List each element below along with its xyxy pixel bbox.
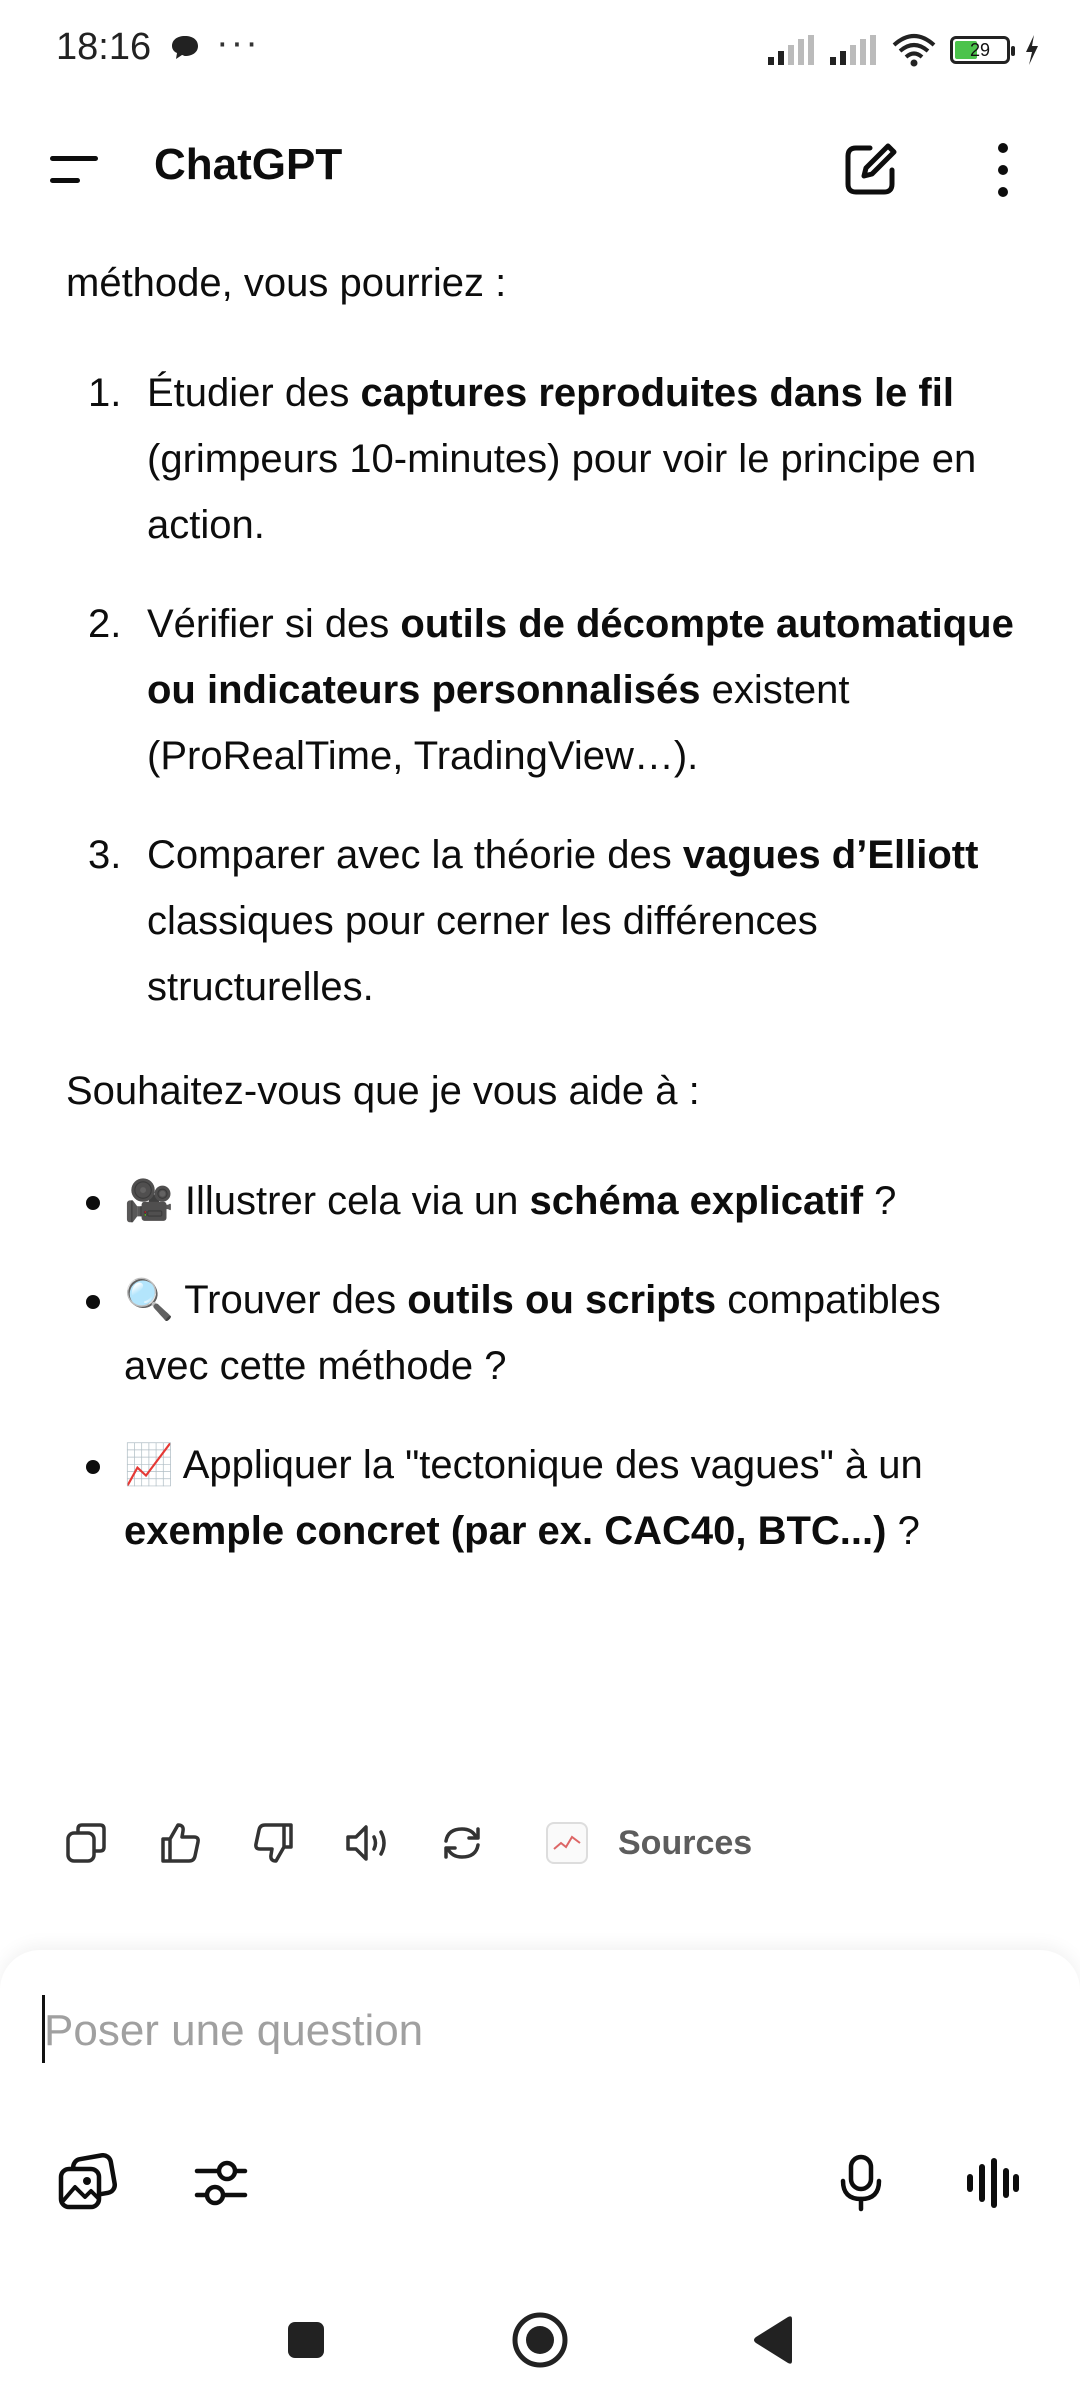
message-intro: méthode, vous pourriez :: [66, 261, 507, 305]
menu-icon[interactable]: [50, 152, 102, 188]
composer: [0, 1950, 1080, 2280]
app-title: ChatGPT: [154, 140, 343, 189]
refresh-icon: [438, 1821, 486, 1865]
chart-thumbnail-icon: [552, 1831, 582, 1855]
list-item: [66, 1432, 1026, 1564]
list-bold-text: captures reproduites dans le fil: [360, 371, 954, 415]
regenerate-button[interactable]: [432, 1813, 492, 1873]
microphone-icon: [837, 2153, 885, 2213]
message-input[interactable]: [42, 2000, 946, 2062]
home-button[interactable]: [508, 2308, 572, 2372]
signal-icon: [768, 35, 816, 65]
list-text: classiques pour cerner les différences structurelles.: [147, 899, 818, 1009]
list-text: 📈 Appliquer la "tectonique des vagues" à un: [124, 1443, 923, 1487]
copy-button[interactable]: [56, 1813, 116, 1873]
voice-mode-button[interactable]: [957, 2148, 1027, 2218]
message-actions: [56, 1808, 752, 1878]
list-bold-text: vagues d’Elliott: [682, 833, 979, 877]
list-item: [66, 822, 1026, 1020]
attach-image-button[interactable]: [52, 2148, 122, 2218]
list-text: compatibles avec cette méthode ?: [124, 1278, 941, 1388]
list-number: 3.: [88, 833, 122, 877]
list-bold-text: exemple concret (par ex. CAC40, BTC...): [124, 1509, 887, 1553]
sources-label: Sources: [618, 1823, 753, 1862]
wifi-icon: [892, 33, 936, 67]
new-chat-icon[interactable]: [842, 140, 900, 198]
recent-apps-button[interactable]: [274, 2308, 338, 2372]
tools-button[interactable]: [186, 2148, 256, 2218]
status-more: ···: [216, 22, 260, 64]
list-text: Comparer avec la théorie des: [147, 833, 683, 877]
assistant-message: [66, 250, 1026, 1597]
more-options-icon[interactable]: [988, 140, 1018, 200]
list-text: (grimpeurs 10-minutes) pour voir le principe en action.: [147, 437, 977, 547]
list-text: ?: [886, 1509, 920, 1553]
list-text: 🎥 Illustrer cela via un: [124, 1179, 530, 1223]
list-bold-text: outils de décompte automatique ou indicateurs personnalisés: [147, 602, 1014, 712]
sources-button[interactable]: [546, 1822, 752, 1864]
list-number: 2.: [88, 602, 122, 646]
home-circle-icon: [510, 2310, 570, 2370]
back-button[interactable]: [742, 2308, 806, 2372]
app-header: [0, 100, 1080, 235]
copy-icon: [64, 1821, 108, 1865]
image-gallery-icon: [55, 2153, 119, 2213]
charging-icon: [1024, 35, 1040, 65]
numbered-list: [66, 360, 1026, 1020]
list-text: ?: [863, 1179, 897, 1223]
status-time: 18:16: [56, 26, 152, 68]
thumbs-down-icon: [252, 1821, 296, 1865]
voice-waveform-icon: [964, 2157, 1020, 2209]
square-icon: [286, 2320, 326, 2360]
list-text: Étudier des: [147, 371, 361, 415]
sliders-icon: [193, 2157, 249, 2209]
list-text: Vérifier si des: [147, 602, 401, 646]
text-caret: [42, 1995, 45, 2063]
list-bold-text: schéma explicatif: [529, 1179, 864, 1223]
thumbs-up-icon: [158, 1821, 202, 1865]
list-text: 🔍 Trouver des: [124, 1278, 408, 1322]
source-thumbnail: [546, 1822, 588, 1864]
list-item: [66, 591, 1026, 789]
microphone-button[interactable]: [826, 2148, 896, 2218]
message-question: Souhaitez-vous que je vous aide à :: [66, 1069, 700, 1113]
status-bar: [0, 0, 1080, 100]
thumbs-up-button[interactable]: [150, 1813, 210, 1873]
list-number: 1.: [88, 371, 122, 415]
battery-level: 29: [969, 40, 991, 60]
system-navigation-bar: [0, 2280, 1080, 2400]
battery-icon: [950, 36, 1010, 64]
bullet-list: [66, 1168, 1026, 1564]
speaker-icon: [344, 1821, 392, 1865]
status-indicators: [768, 30, 1040, 70]
list-item: [66, 1267, 1026, 1399]
back-triangle-icon: [752, 2315, 796, 2365]
message-notification-icon: [170, 34, 200, 60]
list-item: [66, 360, 1026, 558]
list-bold-text: outils ou scripts: [407, 1278, 717, 1322]
read-aloud-button[interactable]: [338, 1813, 398, 1873]
signal-icon-2: [830, 35, 878, 65]
list-item: [66, 1168, 1026, 1234]
thumbs-down-button[interactable]: [244, 1813, 304, 1873]
list-text: existent (ProRealTime, TradingView…).: [147, 668, 850, 778]
